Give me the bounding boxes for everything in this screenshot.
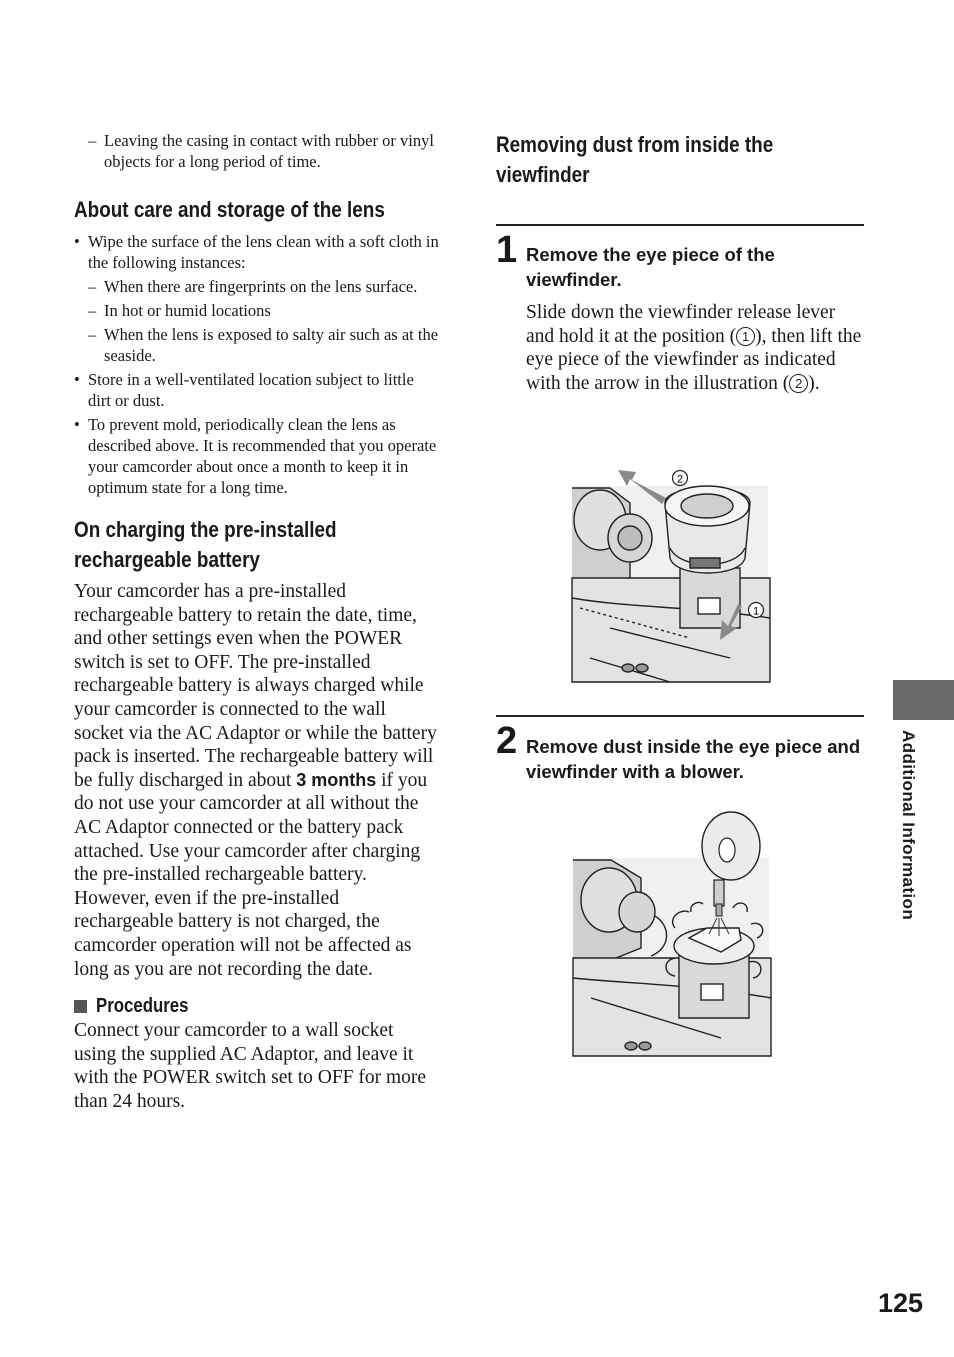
battery-paragraph-2: However, even if the pre-installed rechargeable battery is not charged, the camcorder operation will not be affected as long as you are not recording the date. <box>74 887 412 980</box>
lens-sub-item-1 <box>74 276 440 297</box>
bullet-marker: • <box>74 415 80 434</box>
lens-bullet-1 <box>74 231 440 273</box>
lens-bullet-2 <box>74 369 440 411</box>
step-1-number: 1 <box>496 229 518 271</box>
dash-marker: – <box>88 277 97 296</box>
procedures-heading <box>74 993 440 1019</box>
battery-section-heading-line1: On charging the pre-installed <box>74 517 337 542</box>
battery-para1-bold: 3 months <box>296 769 377 790</box>
bullet-marker: • <box>74 370 80 389</box>
procedures-text: Connect your camcorder to a wall socket using the supplied AC Adaptor, and leave it with the POWER switch set to OFF for more than 24 hours. <box>74 1020 427 1112</box>
left-column <box>74 130 440 1113</box>
lens-bullet-2-text: Store in a well-ventilated location subject to little dirt or dust. <box>88 370 414 410</box>
lens-sub-item-2 <box>74 300 440 321</box>
step-2-title: Remove dust inside the eye piece and viewfinder with a blower. <box>526 736 861 782</box>
section-tab-label-text: Additional Information <box>899 730 918 921</box>
step-1-body <box>526 301 866 395</box>
procedures-heading-text: Procedures <box>96 995 189 1018</box>
lens-bullet-3 <box>74 414 440 498</box>
right-column <box>496 130 864 190</box>
lens-sub-item-3 <box>74 324 440 366</box>
battery-paragraph-1 <box>74 580 440 887</box>
callout-1-icon: 1 <box>736 327 755 346</box>
dash-marker: – <box>88 131 97 150</box>
callout-2-icon: 2 <box>789 374 808 393</box>
dash-marker: – <box>88 325 97 344</box>
eyepiece-removal-illustration <box>570 458 776 684</box>
lens-sub-item-2-text: In hot or humid locations <box>104 301 271 320</box>
dash-marker: – <box>88 301 97 320</box>
lens-section-heading: About care and storage of the lens <box>74 197 385 222</box>
intro-dash-item <box>74 130 440 172</box>
viewfinder-heading-line1: Removing dust from inside the <box>496 132 774 157</box>
step-1-body-part-c: ). <box>808 372 820 394</box>
battery-para1-after: if you do not use your camcorder at all without the AC Adaptor connected or the battery pack attached. Use your camcorder after charging the pre-installed rechargeable battery. <box>74 769 428 886</box>
section-tab-marker <box>893 680 954 720</box>
battery-para1-before: Your camcorder has a pre-installed rechargeable battery to retain the date, time, and other settings even when the POWER switch is set to OFF. The pre-installed rechargeable battery is always charged while your camcorder is connected to the wall socket via the AC Adaptor or while the battery pack is inserted. The rechargeable battery will be fully discharged in about <box>74 581 437 791</box>
battery-section-heading-line2: rechargeable battery <box>74 547 260 572</box>
callout-1-label: 1 <box>752 605 760 618</box>
square-bullet-icon <box>74 1000 87 1013</box>
step-1-body-part-b: ), then lift the eye piece of the viewfinder as indicated with the arrow in the illustration ( <box>526 325 862 394</box>
viewfinder-heading-line2: viewfinder <box>496 162 590 187</box>
step-1-divider <box>496 224 864 226</box>
step-1-body-part-a: Slide down the viewfinder release lever and hold it at the position ( <box>526 302 836 347</box>
step-2-number: 2 <box>496 720 518 762</box>
lens-sub-item-1-text: When there are fingerprints on the lens surface. <box>104 277 418 296</box>
step-1-title: Remove the eye piece of the viewfinder. <box>526 244 775 290</box>
page-number: 125 <box>878 1288 924 1318</box>
intro-dash-text: Leaving the casing in contact with rubber or vinyl objects for a long period of time. <box>104 131 434 171</box>
lens-bullet-1-text: Wipe the surface of the lens clean with a soft cloth in the following instances: <box>88 232 439 272</box>
bullet-marker: • <box>74 232 80 251</box>
callout-2-label: 2 <box>676 473 684 486</box>
blower-illustration <box>571 808 775 1058</box>
lens-sub-item-3-text: When the lens is exposed to salty air such as at the seaside. <box>104 325 439 365</box>
step-2-divider <box>496 715 864 717</box>
lens-bullet-3-text: To prevent mold, periodically clean the lens as described above. It is recommended that you operate your camcorder about once a month to keep it in optimum state for a long time. <box>88 415 437 497</box>
section-tab-label <box>898 730 920 930</box>
